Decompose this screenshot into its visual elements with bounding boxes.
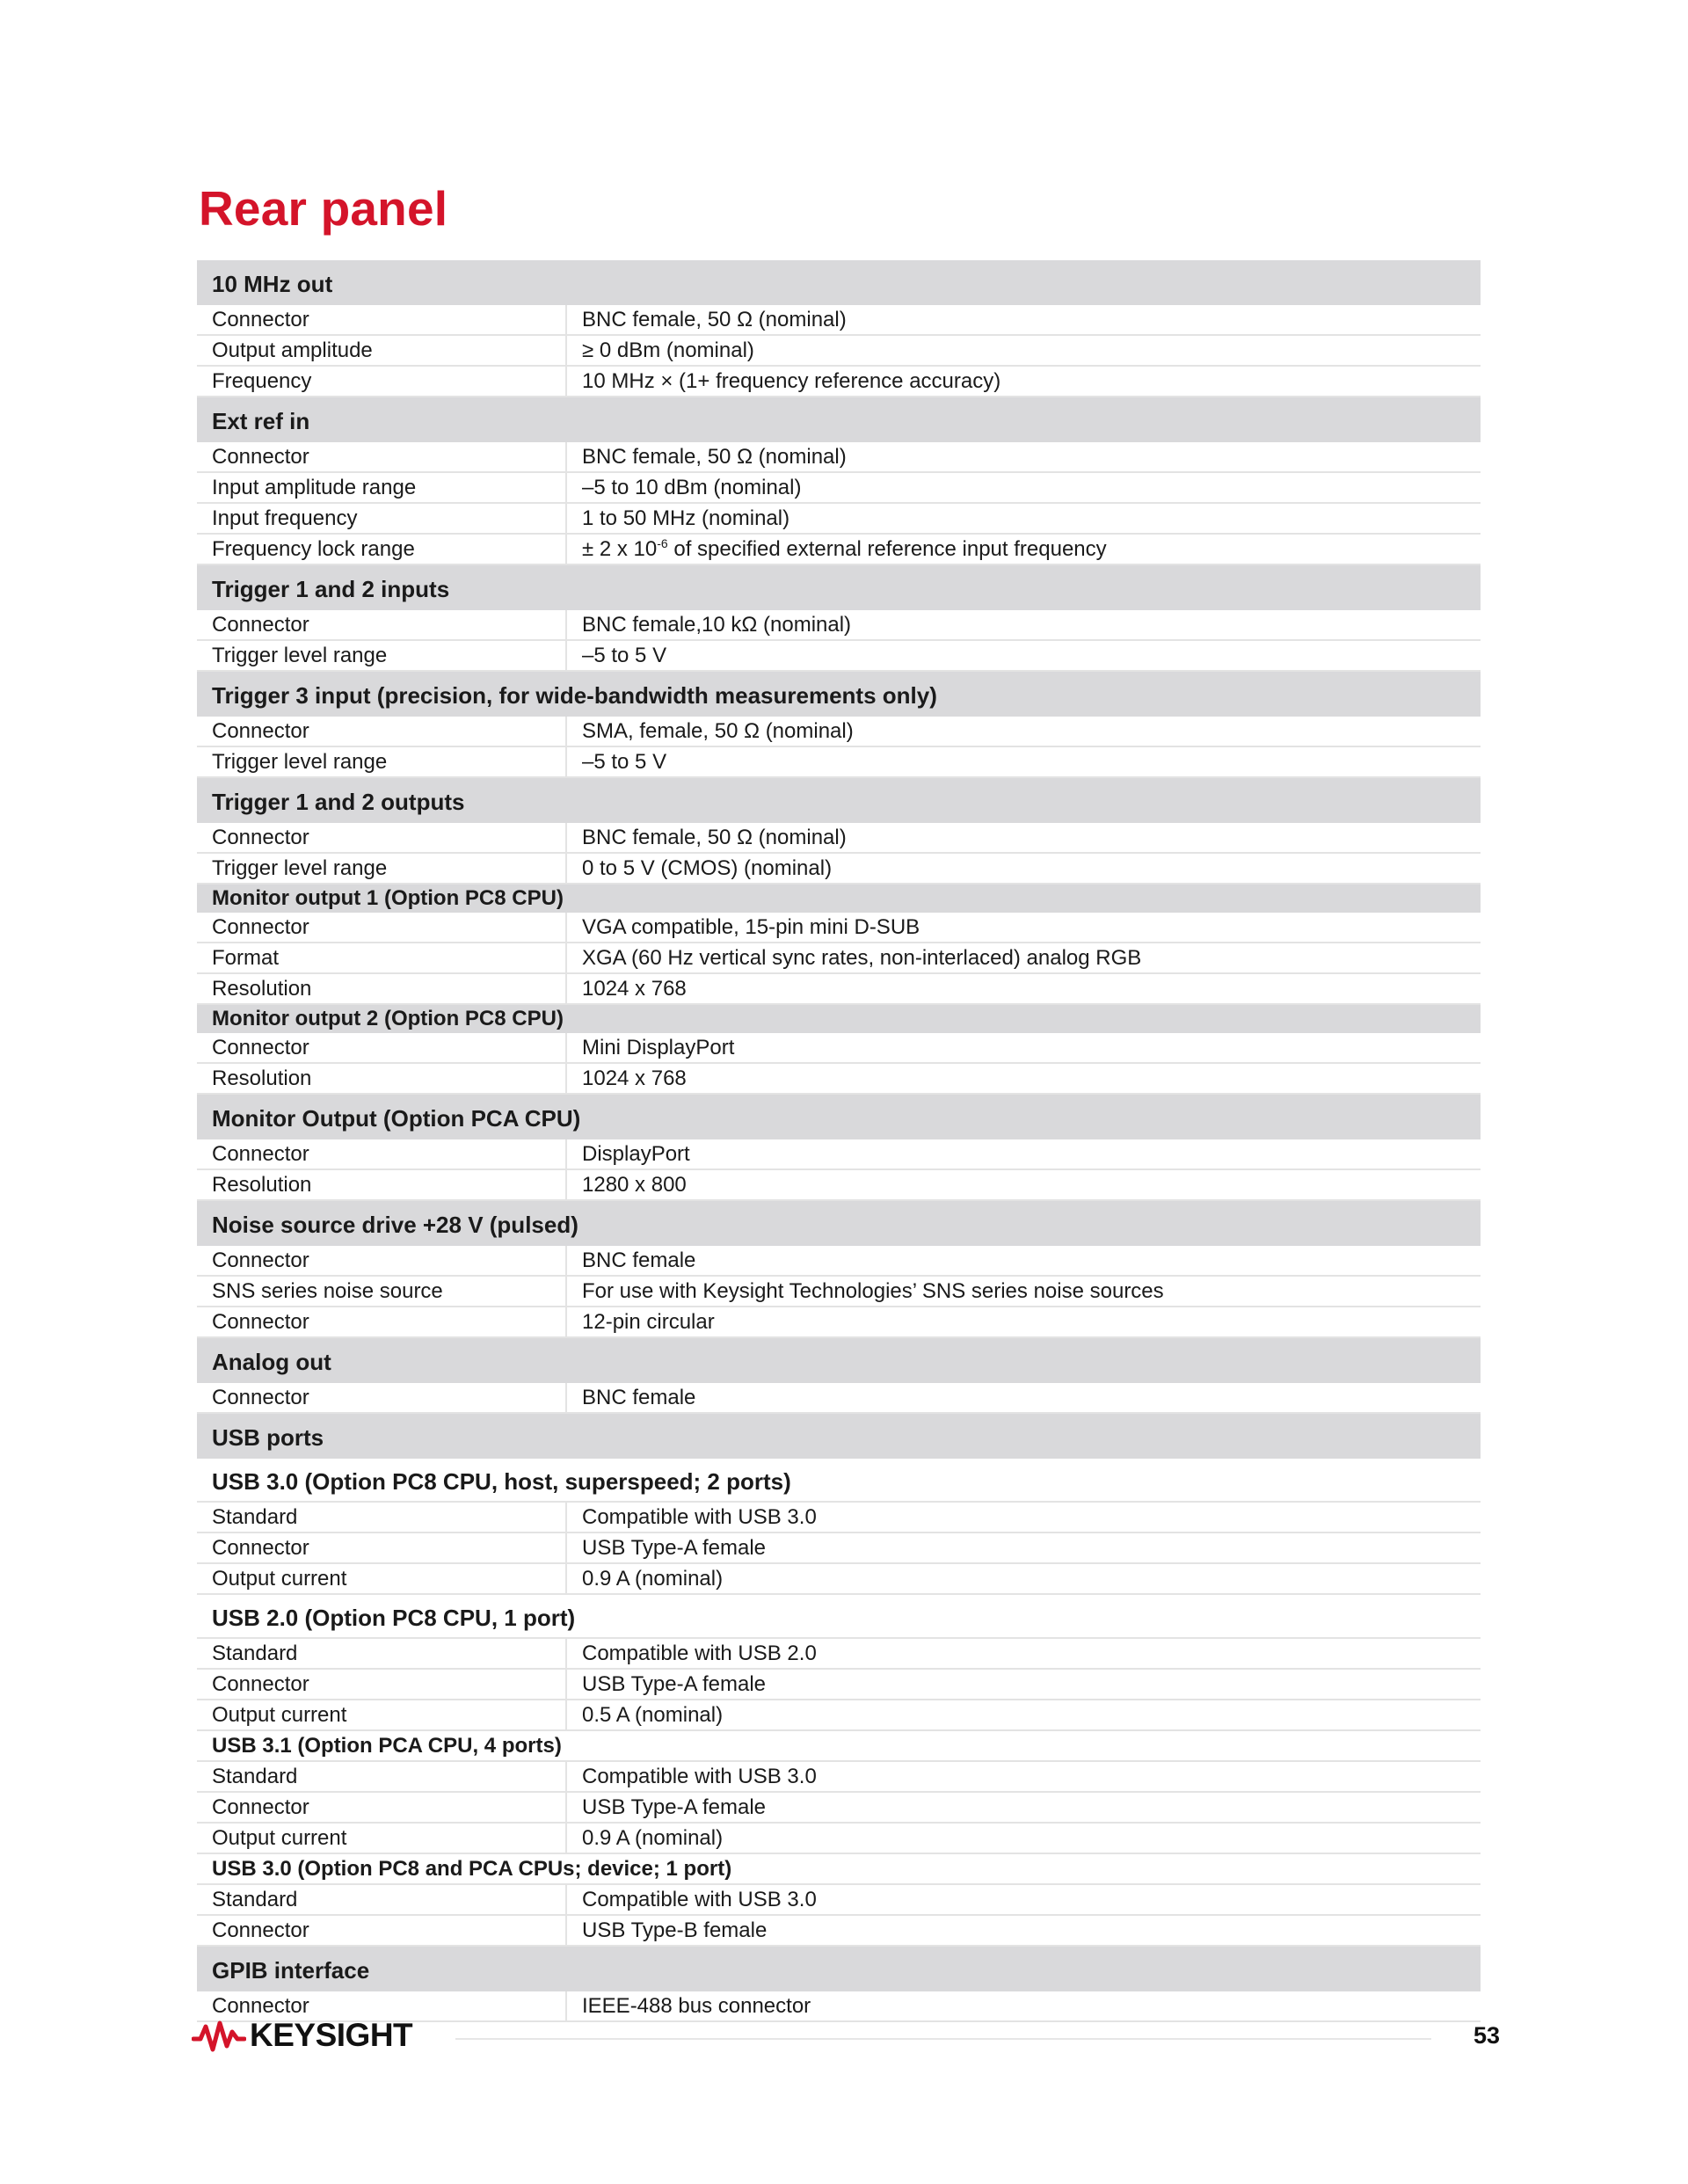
section-header [197, 1413, 1481, 1459]
brand-name: KEYSIGHT [250, 2017, 413, 2053]
row-value: VGA compatible, 15-pin mini D-SUB [566, 913, 1481, 943]
section-title: GPIB interface [197, 1946, 1481, 1991]
value-suffix: of specified external reference input frequency [667, 536, 1107, 561]
section-header [197, 777, 1481, 823]
row-value: BNC female [566, 1246, 1481, 1276]
table-row [197, 746, 1481, 777]
row-value: Compatible with USB 2.0 [566, 1638, 1481, 1669]
section-header [197, 671, 1481, 717]
section-header [197, 1946, 1481, 1991]
section-title: Trigger 3 input (precision, for wide-bandwidth measurements only) [197, 671, 1481, 717]
table-row [197, 305, 1481, 335]
section-header [197, 564, 1481, 610]
row-label: Standard [197, 1761, 566, 1792]
table-row [197, 366, 1481, 397]
row-label: Connector [197, 305, 566, 335]
subsection-header [197, 1853, 1481, 1884]
row-value: BNC female,10 kΩ (nominal) [566, 610, 1481, 640]
table-row [197, 1884, 1481, 1915]
row-value: 1024 x 768 [566, 1063, 1481, 1094]
table-row [197, 503, 1481, 534]
table-row [197, 1638, 1481, 1669]
table-row [197, 943, 1481, 973]
value-prefix: ± 2 x 10 [582, 536, 658, 561]
page-title: Rear panel [199, 181, 448, 236]
row-label: Connector [197, 1383, 566, 1413]
row-label: Frequency [197, 366, 566, 397]
row-value: 1024 x 768 [566, 973, 1481, 1004]
subsection-header [197, 1730, 1481, 1761]
row-value: –5 to 5 V [566, 746, 1481, 777]
row-value: USB Type-A female [566, 1792, 1481, 1823]
table-row [197, 1915, 1481, 1946]
table-row [197, 1276, 1481, 1307]
section-header [197, 397, 1481, 442]
table-row [197, 913, 1481, 943]
table-row [197, 853, 1481, 884]
row-value: BNC female [566, 1383, 1481, 1413]
row-value: 10 MHz × (1+ frequency reference accuracy) [566, 366, 1481, 397]
table-row [197, 1563, 1481, 1594]
section-title: Analog out [197, 1337, 1481, 1383]
subsection-title: USB 2.0 (Option PC8 CPU, 1 port) [197, 1594, 1481, 1638]
table-row [197, 472, 1481, 503]
table-row [197, 1383, 1481, 1413]
footer-divider [455, 2038, 1431, 2040]
row-label: Connector [197, 1139, 566, 1169]
row-value: SMA, female, 50 Ω (nominal) [566, 717, 1481, 746]
row-value: 0.5 A (nominal) [566, 1700, 1481, 1730]
table-row [197, 1792, 1481, 1823]
section-title: Monitor output 2 (Option PC8 CPU) [197, 1004, 1481, 1033]
table-row [197, 823, 1481, 853]
row-label: Connector [197, 913, 566, 943]
row-label: Standard [197, 1884, 566, 1915]
section-title: Monitor output 1 (Option PC8 CPU) [197, 884, 1481, 913]
section-header [197, 1004, 1481, 1033]
waveform-logo-icon [192, 2020, 246, 2053]
row-value: DisplayPort [566, 1139, 1481, 1169]
row-value: Compatible with USB 3.0 [566, 1502, 1481, 1532]
section-title: Trigger 1 and 2 outputs [197, 777, 1481, 823]
subsection-title: USB 3.0 (Option PC8 CPU, host, superspeed; 2 ports) [197, 1459, 1481, 1502]
row-value: BNC female, 50 Ω (nominal) [566, 823, 1481, 853]
row-label: Input amplitude range [197, 472, 566, 503]
row-value: 0.9 A (nominal) [566, 1823, 1481, 1853]
row-label: Connector [197, 1669, 566, 1700]
table-row [197, 1033, 1481, 1063]
row-label: Input frequency [197, 503, 566, 534]
row-value: 1280 x 800 [566, 1169, 1481, 1200]
row-value: XGA (60 Hz vertical sync rates, non-interlaced) analog RGB [566, 943, 1481, 973]
section-header [197, 1337, 1481, 1383]
row-value: BNC female, 50 Ω (nominal) [566, 442, 1481, 472]
rear-panel-spec-table [197, 260, 1481, 2022]
row-label: Connector [197, 1991, 566, 2021]
table-row [197, 1063, 1481, 1094]
row-label: Trigger level range [197, 640, 566, 671]
subsection-title: USB 3.1 (Option PCA CPU, 4 ports) [197, 1730, 1481, 1761]
table-row [197, 1169, 1481, 1200]
row-label: Format [197, 943, 566, 973]
section-header [197, 260, 1481, 305]
page-number: 53 [1473, 2022, 1501, 2049]
row-label: Connector [197, 1792, 566, 1823]
row-value: –5 to 10 dBm (nominal) [566, 472, 1481, 503]
row-label: SNS series noise source [197, 1276, 566, 1307]
value-exponent: -6 [657, 535, 668, 550]
row-label: Frequency lock range [197, 534, 566, 564]
table-row [197, 1307, 1481, 1337]
row-label: Trigger level range [197, 853, 566, 884]
row-label: Connector [197, 1915, 566, 1946]
row-label: Connector [197, 1532, 566, 1563]
subsection-header [197, 1594, 1481, 1638]
section-title: Trigger 1 and 2 inputs [197, 564, 1481, 610]
row-label: Resolution [197, 1169, 566, 1200]
table-row [197, 1532, 1481, 1563]
table-row [197, 640, 1481, 671]
row-label: Connector [197, 823, 566, 853]
row-value: 0 to 5 V (CMOS) (nominal) [566, 853, 1481, 884]
row-label: Output current [197, 1823, 566, 1853]
subsection-header [197, 1459, 1481, 1502]
row-label: Connector [197, 717, 566, 746]
row-value: For use with Keysight Technologies’ SNS series noise sources [566, 1276, 1481, 1307]
row-label: Connector [197, 1246, 566, 1276]
section-header [197, 1094, 1481, 1139]
row-value: 1 to 50 MHz (nominal) [566, 503, 1481, 534]
row-value: 12-pin circular [566, 1307, 1481, 1337]
row-value: Compatible with USB 3.0 [566, 1761, 1481, 1792]
row-label: Trigger level range [197, 746, 566, 777]
section-title: Ext ref in [197, 397, 1481, 442]
table-row [197, 1246, 1481, 1276]
row-value: USB Type-A female [566, 1532, 1481, 1563]
section-title: 10 MHz out [197, 260, 1481, 305]
table-row [197, 610, 1481, 640]
row-label: Standard [197, 1638, 566, 1669]
keysight-logo [192, 2016, 413, 2055]
table-row [197, 1761, 1481, 1792]
table-row [197, 1669, 1481, 1700]
table-row [197, 534, 1481, 564]
row-label: Standard [197, 1502, 566, 1532]
table-row [197, 1502, 1481, 1532]
table-row [197, 717, 1481, 746]
row-value: ≥ 0 dBm (nominal) [566, 335, 1481, 366]
row-label: Output current [197, 1700, 566, 1730]
row-value: Mini DisplayPort [566, 1033, 1481, 1063]
table-row [197, 973, 1481, 1004]
section-title: USB ports [197, 1413, 1481, 1459]
row-label: Connector [197, 610, 566, 640]
row-label: Output amplitude [197, 335, 566, 366]
row-value: Compatible with USB 3.0 [566, 1884, 1481, 1915]
row-value: USB Type-A female [566, 1669, 1481, 1700]
row-label: Connector [197, 442, 566, 472]
section-title: Noise source drive +28 V (pulsed) [197, 1200, 1481, 1246]
row-value: USB Type-B female [566, 1915, 1481, 1946]
table-row [197, 1823, 1481, 1853]
subsection-title: USB 3.0 (Option PC8 and PCA CPUs; device; 1 port) [197, 1853, 1481, 1884]
row-value: 0.9 A (nominal) [566, 1563, 1481, 1594]
section-title: Monitor Output (Option PCA CPU) [197, 1094, 1481, 1139]
row-label: Output current [197, 1563, 566, 1594]
row-value: IEEE-488 bus connector [566, 1991, 1481, 2021]
row-label: Resolution [197, 1063, 566, 1094]
section-header [197, 1200, 1481, 1246]
row-value: BNC female, 50 Ω (nominal) [566, 305, 1481, 335]
row-label: Connector [197, 1307, 566, 1337]
row-label: Connector [197, 1033, 566, 1063]
row-value [566, 534, 1481, 564]
table-row [197, 1700, 1481, 1730]
section-header [197, 884, 1481, 913]
table-row [197, 442, 1481, 472]
table-row [197, 1139, 1481, 1169]
table-row [197, 335, 1481, 366]
row-value: –5 to 5 V [566, 640, 1481, 671]
row-label: Resolution [197, 973, 566, 1004]
